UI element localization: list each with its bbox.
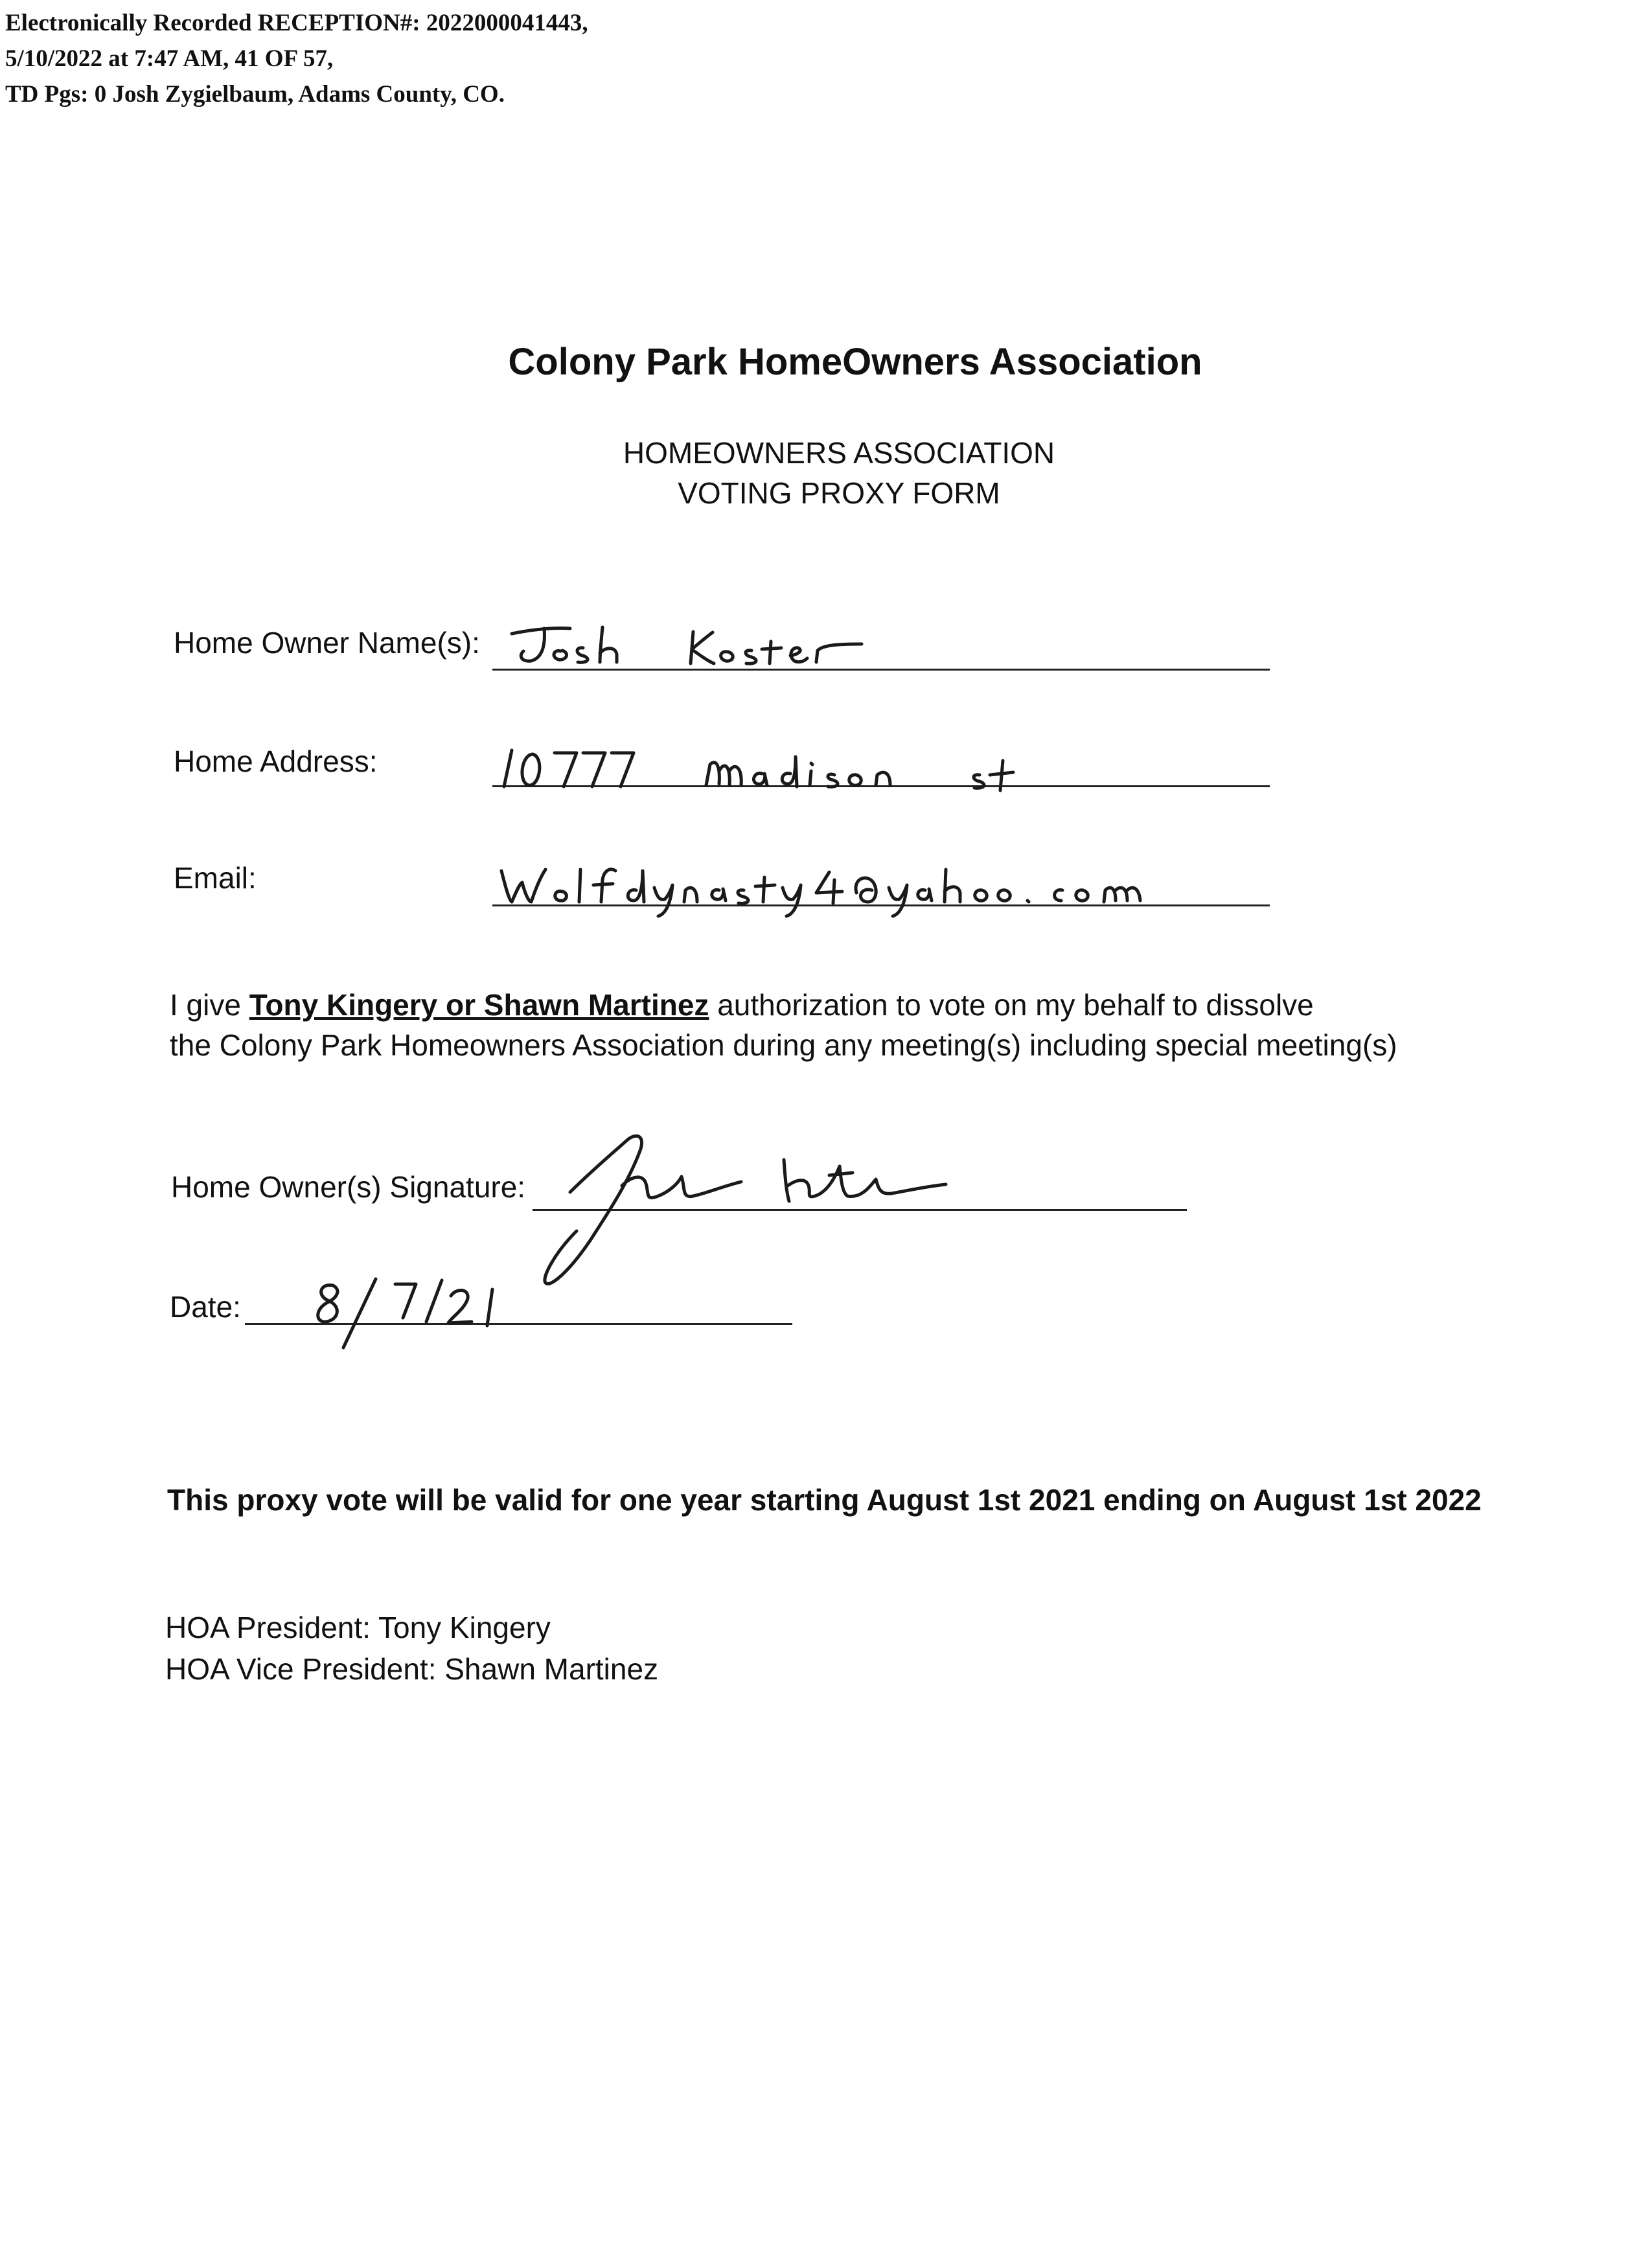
form-subtitle bbox=[0, 433, 1652, 513]
date-label: Date: bbox=[170, 1290, 241, 1324]
hoa-vice-president: HOA Vice President: Shawn Martinez bbox=[165, 1652, 659, 1686]
form-subtitle-line-1: HOMEOWNERS ASSOCIATION bbox=[623, 436, 1055, 470]
home-address-handwriting bbox=[492, 739, 1075, 797]
validity-statement: This proxy vote will be valid for one year starting August 1st 2021 ending on August 1st 2022 bbox=[167, 1483, 1482, 1517]
recording-stamp-line-1: Electronically Recorded RECEPTION#: 2022000041443, bbox=[5, 10, 588, 36]
recording-stamp-line-3: TD Pgs: 0 Josh Zygielbaum, Adams County, CO. bbox=[5, 81, 505, 108]
authorization-statement bbox=[170, 985, 1397, 1065]
owner-name-label: Home Owner Name(s): bbox=[174, 626, 480, 660]
authorization-line-2: the Colony Park Homeowners Association during any meeting(s) including special meeting(s) bbox=[170, 1028, 1397, 1062]
home-address-label: Home Address: bbox=[174, 744, 378, 778]
hoa-president: HOA President: Tony Kingery bbox=[165, 1611, 551, 1644]
owner-name-handwriting bbox=[499, 616, 888, 674]
organization-title: Colony Park HomeOwners Association bbox=[508, 341, 1202, 383]
email-label: Email: bbox=[174, 861, 257, 895]
authorization-suffix: authorization to vote on my behalf to dissolve bbox=[709, 988, 1314, 1022]
officers-list bbox=[165, 1607, 658, 1690]
authorization-prefix: I give bbox=[170, 988, 249, 1022]
date-handwriting bbox=[298, 1270, 544, 1361]
recording-stamp bbox=[5, 5, 588, 112]
recording-stamp-line-2: 5/10/2022 at 7:47 AM, 41 OF 57, bbox=[5, 45, 334, 72]
authorization-line-1 bbox=[170, 985, 1397, 1025]
signature-label: Home Owner(s) Signature: bbox=[171, 1170, 526, 1204]
email-handwriting bbox=[492, 854, 1270, 919]
owner-signature bbox=[492, 1114, 985, 1309]
form-subtitle-line-2: VOTING PROXY FORM bbox=[678, 476, 1000, 510]
proxy-names: Tony Kingery or Shawn Martinez bbox=[249, 988, 709, 1022]
